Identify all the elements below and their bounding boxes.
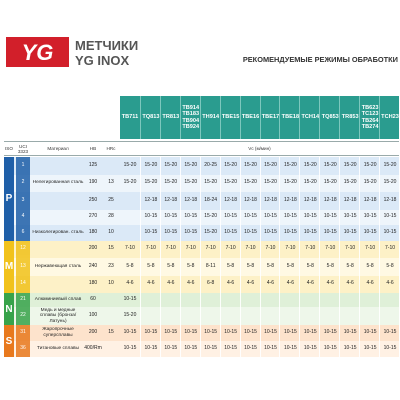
vc-cell: 10-15: [339, 325, 360, 341]
vc-cell: 10-15: [279, 325, 300, 341]
vc-cell: 10-15: [299, 341, 320, 357]
vc-cell: 10-15: [319, 341, 340, 357]
vc-cell: 5-8: [299, 258, 320, 276]
hb-cell: 270: [88, 213, 98, 220]
vc-cell: 15-20: [180, 175, 201, 193]
vc-cell: 15-20: [140, 157, 161, 175]
vc-cell: [220, 293, 241, 307]
vc-cell: 15-20: [260, 157, 281, 175]
vc-cell: 15-20: [379, 175, 400, 193]
vc-cell: 7-10: [339, 241, 360, 259]
vc-cell: [220, 307, 241, 325]
vc-cell: 12-18: [220, 192, 241, 210]
col-vc: Vc (м/мин): [248, 146, 271, 151]
vc-cell: 7-10: [140, 241, 161, 259]
uci-cell: 14: [16, 276, 30, 294]
col-uci: UCI 3323: [17, 143, 29, 154]
vc-cell: 12-18: [260, 192, 281, 210]
vc-cell: 10-15: [160, 325, 181, 341]
vc-cell: 5-8: [220, 258, 241, 276]
uci-cell: 12: [16, 241, 30, 259]
vc-cell: 5-8: [359, 258, 380, 276]
vc-cell: 4-6: [260, 276, 281, 294]
hb-cell: 60: [90, 296, 96, 303]
vc-cell: [339, 307, 360, 325]
vc-cell: 10-15: [319, 325, 340, 341]
vc-cell: 15-20: [319, 157, 340, 175]
vc-cell: 10-15: [220, 341, 241, 357]
material-cell: [32, 276, 84, 294]
vc-cell: 15-20: [140, 175, 161, 193]
grade-header-cell: TQ813: [140, 96, 161, 139]
hrc-cell: 15: [108, 329, 114, 336]
vc-cell: 10-15: [140, 210, 161, 226]
col-iso: ISO: [5, 146, 13, 151]
vc-cell: 10-15: [379, 341, 400, 357]
iso-group-cell: P: [4, 157, 14, 241]
hb-cell: 400/Rm: [84, 345, 102, 352]
vc-cell: 15-20: [160, 175, 181, 193]
vc-cell: 12-18: [299, 192, 320, 210]
vc-cell: 10-15: [260, 210, 281, 226]
vc-cell: [379, 293, 400, 307]
vc-cell: [240, 307, 261, 325]
vc-cell: [339, 293, 360, 307]
grade-header-cell: TR813: [160, 96, 181, 139]
vc-cell: 8-11: [200, 258, 221, 276]
vc-cell: 15-20: [339, 157, 360, 175]
vc-cell: 15-20: [180, 157, 201, 175]
vc-cell: 4-6: [279, 276, 300, 294]
hrc-cell: 13: [108, 179, 114, 186]
header-divider-bottom: [4, 155, 399, 156]
vc-cell: 10-15: [180, 341, 201, 357]
vc-cell: 5-8: [319, 258, 340, 276]
vc-cell: 10-15: [299, 225, 320, 241]
vc-cell: 10-15: [279, 210, 300, 226]
hrc-cell: 23: [108, 262, 114, 269]
material-cell: Медь и медные сплавы (бронза/ Латунь): [39, 307, 77, 324]
table-row: [4, 341, 399, 358]
vc-cell: 10-15: [260, 225, 281, 241]
grade-header-cell: TCH14: [299, 96, 320, 139]
vc-cell: 4-6: [240, 276, 261, 294]
vc-cell: 10-15: [240, 325, 261, 341]
vc-cell: 10-15: [339, 341, 360, 357]
vc-cell: 6-8: [200, 276, 221, 294]
vc-cell: 10-15: [359, 225, 380, 241]
header-divider-top: [4, 141, 399, 142]
hrc-cell: [102, 341, 120, 357]
vc-cell: [120, 192, 140, 210]
vc-cell: 15-20: [200, 210, 221, 226]
yg-logo: [6, 37, 69, 67]
table-row: [4, 293, 399, 308]
vc-cell: 4-6: [339, 276, 360, 294]
vc-cell: [299, 293, 320, 307]
vc-cell: 5-8: [339, 258, 360, 276]
vc-cell: 10-15: [180, 325, 201, 341]
vc-cell: 15-20: [379, 157, 400, 175]
vc-cell: 15-20: [220, 157, 241, 175]
vc-cell: 15-20: [240, 175, 261, 193]
vc-cell: 10-15: [180, 210, 201, 226]
vc-cell: 10-15: [220, 225, 241, 241]
vc-cell: 10-15: [279, 225, 300, 241]
uci-cell: 4: [16, 210, 30, 226]
hb-cell: 200: [88, 329, 98, 336]
vc-cell: 15-20: [123, 312, 137, 319]
logo-text: YG: [21, 40, 54, 65]
vc-cell: 12-18: [319, 192, 340, 210]
vc-cell: 12-18: [160, 192, 181, 210]
grade-header-cell: TBE18: [279, 96, 300, 139]
vc-cell: 15-20: [299, 175, 320, 193]
vc-cell: 12-18: [140, 192, 161, 210]
material-cell: [32, 241, 84, 259]
table-row: [4, 241, 399, 260]
hb-cell: 190: [88, 179, 98, 186]
vc-cell: 10-15: [279, 341, 300, 357]
vc-cell: 4-6: [359, 276, 380, 294]
vc-cell: 15-20: [359, 157, 380, 175]
vc-cell: [160, 307, 181, 325]
vc-cell: 10-15: [200, 341, 221, 357]
vc-cell: [279, 307, 300, 325]
vc-cell: [120, 225, 140, 241]
iso-group-cell: M: [4, 241, 14, 294]
vc-cell: 5-8: [379, 258, 400, 276]
vc-cell: 10-15: [160, 341, 181, 357]
grade-header-cell: TH914: [200, 96, 221, 139]
vc-cell: 15-20: [240, 157, 261, 175]
vc-cell: [240, 293, 261, 307]
hb-cell: 180: [88, 280, 98, 287]
vc-cell: [319, 293, 340, 307]
vc-cell: 7-10: [299, 241, 320, 259]
vc-cell: 15-20: [359, 175, 380, 193]
table-row: [4, 175, 399, 194]
material-cell: Низколегирован. сталь: [32, 229, 84, 235]
uci-cell: 6: [16, 225, 30, 241]
table-row: [4, 325, 399, 342]
col-hrc: HRc: [106, 146, 116, 151]
vc-cell: [359, 307, 380, 325]
vc-cell: 15-20: [339, 175, 360, 193]
uci-cell: 31: [16, 325, 30, 341]
vc-cell: 20-25: [200, 157, 221, 175]
vc-cell: 7-10: [359, 241, 380, 259]
vc-cell: 4-6: [220, 276, 241, 294]
col-hb: HB: [89, 146, 97, 151]
table-row: [4, 192, 399, 211]
vc-cell: 10-15: [379, 325, 400, 341]
grade-header-cell: TBE16: [240, 96, 261, 139]
vc-cell: 15-20: [200, 225, 221, 241]
vc-cell: [379, 307, 400, 325]
vc-cell: 15-20: [160, 157, 181, 175]
vc-cell: 10-15: [240, 210, 261, 226]
vc-cell: 4-6: [140, 276, 161, 294]
table-row: [4, 157, 399, 176]
hrc-cell: 25: [108, 196, 114, 203]
vc-cell: 10-15: [160, 225, 181, 241]
vc-cell: 15-20: [299, 157, 320, 175]
grade-header-cell: TB623 TC123 TB264 TB274: [359, 96, 380, 139]
page-title: [75, 38, 138, 68]
table-row: [4, 210, 399, 227]
table-row: [4, 276, 399, 295]
vc-cell: 10-15: [220, 210, 241, 226]
section-subtitle: РЕКОМЕНДУЕМЫЕ РЕЖИМЫ ОБРАБОТКИ: [242, 55, 398, 64]
hrc-cell: 10: [108, 280, 114, 287]
hrc-cell: 28: [108, 213, 114, 220]
vc-cell: 18-24: [200, 192, 221, 210]
vc-cell: 5-8: [160, 258, 181, 276]
iso-group-cell: S: [4, 325, 14, 357]
title-line-1: МЕТЧИКИ: [75, 38, 139, 53]
vc-cell: 4-6: [379, 276, 400, 294]
grade-header-cell: TQ853: [319, 96, 340, 139]
uci-cell: 21: [16, 293, 30, 307]
iso-group-cell: N: [4, 293, 14, 325]
vc-cell: 15-20: [200, 175, 221, 193]
vc-cell: 12-18: [339, 192, 360, 210]
vc-cell: 10-15: [140, 225, 161, 241]
vc-cell: 10-15: [339, 210, 360, 226]
vc-cell: 5-8: [279, 258, 300, 276]
grade-header-cell: TR853: [339, 96, 360, 139]
vc-cell: 10-15: [180, 225, 201, 241]
vc-cell: 12-18: [359, 192, 380, 210]
vc-cell: [180, 307, 201, 325]
vc-cell: 7-10: [200, 241, 221, 259]
vc-cell: 5-8: [180, 258, 201, 276]
vc-cell: 10-15: [160, 210, 181, 226]
vc-cell: 7-10: [379, 241, 400, 259]
table-row: [4, 307, 399, 326]
hb-cell: 180: [88, 228, 98, 235]
vc-cell: 7-10: [220, 241, 241, 259]
vc-cell: 10-15: [240, 341, 261, 357]
vc-cell: 10-15: [140, 341, 161, 357]
material-cell: Жаропрочные суперсплавы: [42, 327, 74, 338]
vc-cell: 5-8: [140, 258, 161, 276]
vc-cell: 7-10: [279, 241, 300, 259]
hrc-cell: [102, 307, 120, 325]
vc-cell: 10-15: [260, 325, 281, 341]
material-cell: Нержавеющая сталь: [34, 263, 82, 269]
vc-cell: 10-15: [379, 225, 400, 241]
vc-cell: 10-15: [379, 210, 400, 226]
vc-cell: 10-15: [260, 341, 281, 357]
vc-cell: 10-15: [200, 325, 221, 341]
vc-cell: [279, 293, 300, 307]
vc-cell: [319, 307, 340, 325]
vc-cell: 10-15: [319, 225, 340, 241]
hb-cell: 250: [88, 196, 98, 203]
material-cell: Нелегированная сталь: [32, 180, 84, 186]
material-cell: Титановые сплавы: [37, 346, 79, 352]
vc-cell: 7-10: [260, 241, 281, 259]
hrc-cell: [102, 157, 120, 175]
grade-header-cell: TBE17: [260, 96, 281, 139]
col-material: Материал: [47, 146, 69, 151]
hrc-cell: 10: [108, 228, 114, 235]
uci-cell: 1: [16, 157, 30, 175]
vc-cell: [140, 307, 161, 325]
vc-cell: 4-6: [299, 276, 320, 294]
hb-cell: 240: [88, 262, 98, 269]
vc-cell: 10-15: [359, 341, 380, 357]
material-cell: [32, 210, 84, 226]
vc-cell: 10-15: [299, 325, 320, 341]
vc-cell: 7-10: [240, 241, 261, 259]
vc-cell: 10-15: [339, 225, 360, 241]
vc-cell: 4-6: [160, 276, 181, 294]
material-cell: [32, 157, 84, 175]
grade-header-cell: TCH23: [379, 96, 400, 139]
uci-cell: 13: [16, 258, 30, 276]
hb-cell: 200: [88, 245, 98, 252]
vc-cell: 10-15: [240, 225, 261, 241]
hrc-cell: [102, 293, 120, 307]
vc-cell: 10-15: [299, 210, 320, 226]
uci-cell: 36: [16, 341, 30, 357]
vc-cell: [140, 293, 161, 307]
vc-cell: 15-20: [123, 179, 137, 186]
vc-cell: 10-15: [220, 325, 241, 341]
uci-cell: 22: [16, 307, 30, 325]
vc-cell: [180, 293, 201, 307]
vc-cell: 10-15: [140, 325, 161, 341]
vc-cell: 10-15: [123, 296, 137, 303]
hb-cell: 100: [88, 312, 98, 319]
uci-cell: 2: [16, 175, 30, 193]
vc-cell: [260, 293, 281, 307]
vc-cell: [160, 293, 181, 307]
vc-cell: 4-6: [126, 280, 134, 287]
vc-cell: 12-18: [379, 192, 400, 210]
vc-cell: 15-20: [279, 175, 300, 193]
material-cell: Алюминиевый сплав: [34, 297, 82, 303]
vc-cell: 5-8: [240, 258, 261, 276]
grade-header-cell: TB914 TB183 TB904 TB924: [180, 96, 201, 139]
vc-cell: 12-18: [240, 192, 261, 210]
vc-cell: 12-18: [279, 192, 300, 210]
vc-cell: [200, 293, 221, 307]
table-row: [4, 258, 399, 277]
table-row: [4, 225, 399, 242]
vc-cell: 15-20: [220, 175, 241, 193]
vc-cell: 15-20: [279, 157, 300, 175]
vc-cell: 15-20: [123, 161, 137, 168]
vc-cell: 5-8: [260, 258, 281, 276]
vc-cell: 4-6: [319, 276, 340, 294]
vc-cell: 15-20: [260, 175, 281, 193]
vc-cell: [200, 307, 221, 325]
uci-cell: 3: [16, 192, 30, 210]
vc-cell: 10-15: [319, 210, 340, 226]
title-line-2: YG INOX: [75, 53, 130, 68]
vc-cell: 7-10: [160, 241, 181, 259]
vc-cell: 7-10: [319, 241, 340, 259]
hrc-cell: 15: [108, 245, 114, 252]
hb-cell: 125: [88, 161, 98, 168]
vc-cell: 10-15: [359, 210, 380, 226]
vc-cell: 7-10: [180, 241, 201, 259]
vc-cell: [120, 210, 140, 226]
vc-cell: 10-15: [123, 345, 137, 352]
material-cell: [32, 192, 84, 210]
vc-cell: 4-6: [180, 276, 201, 294]
vc-cell: 12-18: [180, 192, 201, 210]
vc-cell: 5-8: [126, 262, 134, 269]
vc-cell: 10-15: [359, 325, 380, 341]
vc-cell: [299, 307, 320, 325]
vc-cell: [359, 293, 380, 307]
vc-cell: 7-10: [124, 245, 135, 252]
vc-cell: 10-15: [123, 329, 137, 336]
grade-header-cell: TB711: [121, 114, 139, 121]
vc-cell: 15-20: [319, 175, 340, 193]
grade-header-cell: TBE15: [220, 96, 241, 139]
vc-cell: [260, 307, 281, 325]
